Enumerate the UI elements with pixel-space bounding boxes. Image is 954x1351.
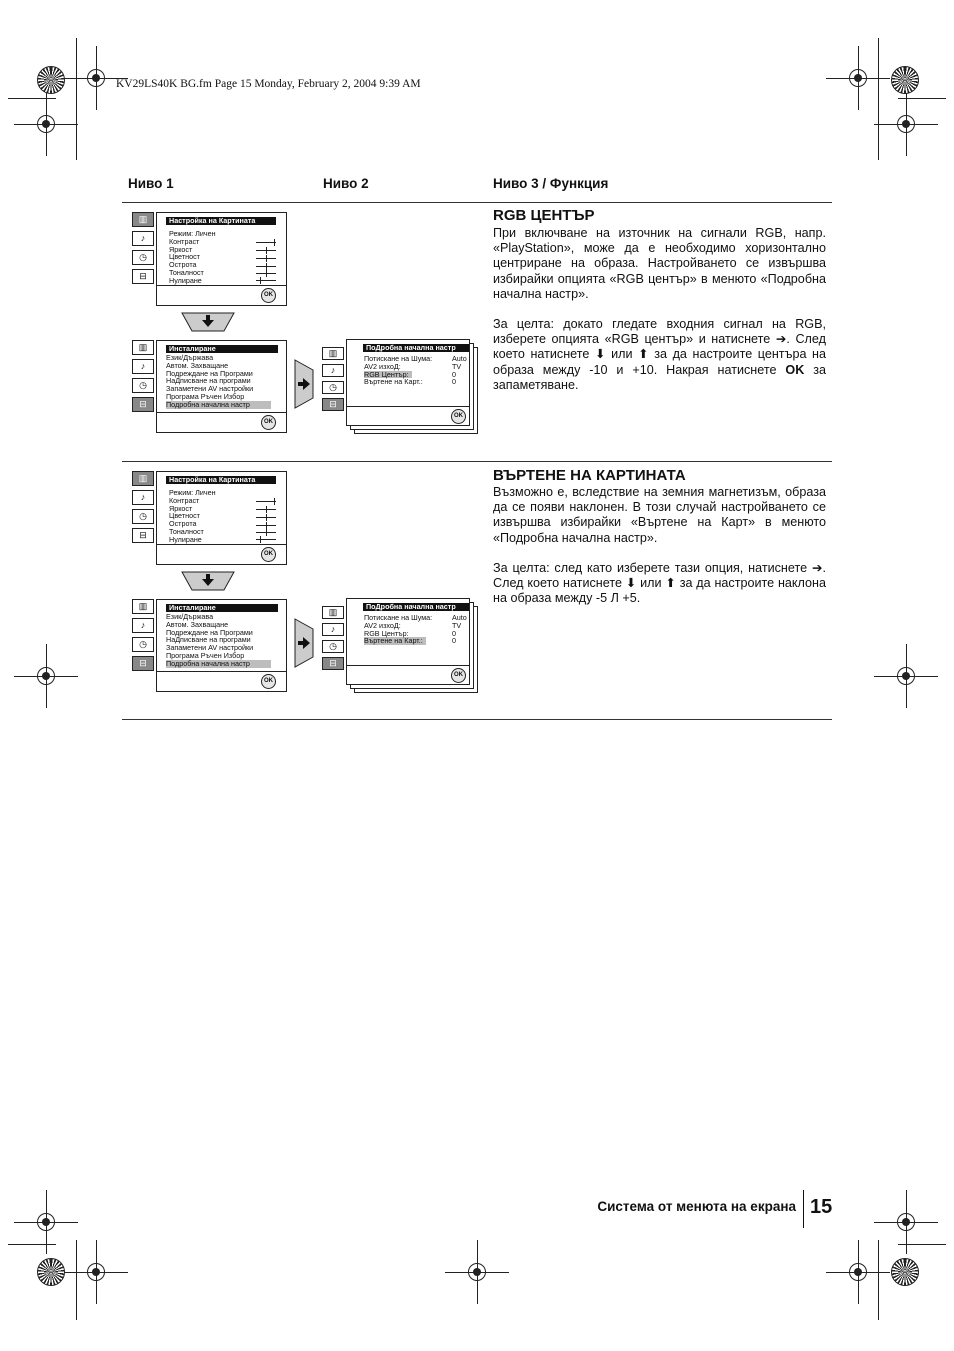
menu-item-selected: Подробна начална настр [166,401,271,409]
footer-divider [803,1190,804,1228]
menu-item: Тоналност [169,267,204,277]
menu-tabs [132,340,154,416]
menu-value: TV [452,361,462,371]
menu-item: Автом. Захващане [166,619,229,629]
clock-icon: ◷ [132,637,154,652]
menu-value: 0 [452,636,456,646]
menu-item: Програма Ръчен Избор [166,391,245,401]
menu-item-selected: Подробна начална настр [166,660,271,668]
menu-value: 0 [452,377,456,387]
menu-item: Нулиране [169,275,202,285]
setup-icon: ⊟ [132,397,154,412]
picture-icon: ▥ [132,212,154,227]
menu-items [166,613,271,668]
menu-item-selected: RGB Център: [364,371,412,379]
hue-slider [256,532,276,533]
menu-item: Острота [169,519,197,529]
menu-tabs [322,606,344,674]
section-divider [122,202,832,203]
setup-icon: ⊟ [322,398,344,411]
menu-item: Цветност [169,252,200,262]
picture-menu [156,471,287,565]
trim-line [878,1240,879,1320]
ok-button[interactable]: OK [261,288,276,303]
menu-item: Запаметени AV настройки [166,384,254,394]
right-arrow-icon: ➔ [811,561,823,575]
sharpness-slider [256,525,276,526]
picture-icon: ▥ [132,340,154,355]
right-arrow-icon: ➔ [775,332,787,347]
menu-items [166,354,271,409]
contrast-slider [256,242,276,243]
menu-items [169,230,216,285]
menu-tabs [322,347,344,415]
column-header-level2: Ниво 2 [323,176,369,191]
note-icon: ♪ [132,618,154,633]
down-arrow-icon: ⬇ [625,576,637,591]
brightness-slider [256,509,276,510]
menu-title: Настройка на Картината [166,217,276,225]
menu-item: Контраст [169,236,200,246]
ok-button[interactable]: OK [451,668,466,683]
paragraph: Възможно е, вследствие на земния магнетизъм, образа да се появи наклонен. В този случай настройването се извършва избирайки «Въртене на Карт» в менюто «Подробна начална настр». [493,485,826,545]
menu-values [452,355,467,386]
menu-item: НаДписване на програми [166,376,251,386]
menu-title: Инсталиране [166,345,278,353]
trim-line [898,98,946,99]
menu-item: Потискане на Шума: [364,613,433,622]
reset-indicator [256,280,276,281]
sharpness-slider [256,266,276,267]
menu-value: Auto [452,354,467,363]
ok-button[interactable]: OK [261,415,276,430]
note-icon: ♪ [132,359,154,374]
color-slider [256,517,276,518]
picture-icon: ▥ [132,599,154,614]
menu-item: Цветност [169,511,200,521]
down-arrow-icon [180,311,236,333]
picture-icon: ▥ [322,606,344,619]
menu-value: TV [452,620,462,630]
page-number: 15 [810,1196,833,1218]
note-icon: ♪ [322,623,344,636]
menu-title: ПоДробна начална настр [363,344,469,352]
setup-icon: ⊟ [132,269,154,284]
menu-item: Нулиране [169,534,202,544]
color-slider [256,258,276,259]
down-arrow-icon [180,570,236,592]
right-arrow-icon [293,617,315,669]
trim-line [8,98,56,99]
install-menu [156,340,287,433]
trim-line [8,1244,56,1245]
up-arrow-icon: ⬆ [665,576,676,591]
ok-button[interactable]: OK [261,674,276,689]
picture-menu [156,212,287,306]
setup-icon: ⊟ [322,657,344,670]
color-bar-mark [37,1258,65,1286]
menu-item: Запаметени AV настройки [166,643,254,653]
section-title: RGB ЦЕНТЪР [493,207,595,224]
menu-values [452,614,467,645]
ok-button[interactable]: OK [261,547,276,562]
file-header: KV29LS40K BG.fm Page 15 Monday, February 2, 2004 9:39 AM [116,78,421,90]
menu-item: Език/Държава [166,353,214,362]
menu-item: Тоналност [169,526,204,536]
menu-value: 0 [452,628,456,638]
section-divider [122,461,832,462]
clock-icon: ◷ [132,509,154,524]
menu-tabs [132,599,154,675]
trim-line [76,1240,77,1320]
menu-labels [364,614,434,645]
detail-menu [346,339,470,426]
menu-item: Контраст [169,495,200,505]
menu-item: Яркост [169,244,193,254]
clock-icon: ◷ [132,250,154,265]
menu-items [169,489,216,544]
reset-indicator [256,539,276,540]
menu-item: Режим: Личен [169,488,216,497]
color-bar-mark [891,1258,919,1286]
color-bar-mark [891,66,919,94]
note-icon: ♪ [132,231,154,246]
menu-value: 0 [452,369,456,379]
menu-labels [364,355,434,386]
paragraph: За целта: докато гледате входния сигнал на RGB, изберете опцията «RGB център» и натиснете ➔. След което натиснете ⬇ или ⬆ за да настроите центъра на образа между -10 и +10. Накрая натиснете OK за запаметяване. [493,317,826,392]
hue-slider [256,273,276,274]
section-divider [122,719,832,720]
clock-icon: ◷ [322,640,344,653]
menu-item: Подреждане на Програми [166,627,253,637]
menu-item: Яркост [169,503,193,513]
menu-title: ПоДробна начална настр [363,603,469,611]
menu-item: Подреждане на Програми [166,368,253,378]
paragraph: При включване на източник на сигнали RGB, напр. «PlayStation», може да е необходимо хоризонтално центриране на образа. Настройването се извършва избирайки опцията «RGB център» в менюто «Подробна начална настр». [493,226,826,301]
up-arrow-icon: ⬆ [638,347,649,362]
trim-line [878,38,879,160]
menu-item: Потискане на Шума: [364,354,433,363]
note-icon: ♪ [132,490,154,505]
menu-item: Програма Ръчен Избор [166,650,245,660]
menu-item: AV2 изхоД: [364,620,401,630]
menu-title: Настройка на Картината [166,476,276,484]
clock-icon: ◷ [132,378,154,393]
menu-title: Инсталиране [166,604,278,612]
install-menu [156,599,287,692]
menu-tabs [132,471,154,547]
detail-menu [346,598,470,685]
picture-icon: ▥ [132,471,154,486]
menu-item-selected: Въртене на Карт.: [364,637,426,645]
contrast-slider [256,501,276,502]
color-bar-mark [37,66,65,94]
right-arrow-icon [293,358,315,410]
footer-section-name: Система от менюта на екрана [597,1199,796,1214]
menu-item: НаДписване на програми [166,635,251,645]
ok-button[interactable]: OK [451,409,466,424]
menu-item: Режим: Личен [169,229,216,238]
setup-icon: ⊟ [132,656,154,671]
clock-icon: ◷ [322,381,344,394]
menu-item: Език/Държава [166,612,214,621]
note-icon: ♪ [322,364,344,377]
down-arrow-icon: ⬇ [594,347,606,362]
column-header-level1: Ниво 1 [128,176,174,191]
menu-tabs [132,212,154,288]
menu-value: Auto [452,613,467,622]
menu-item: RGB Център: [364,628,409,638]
setup-icon: ⊟ [132,528,154,543]
trim-line [898,1244,946,1245]
picture-icon: ▥ [322,347,344,360]
menu-item: AV2 изхоД: [364,361,401,371]
trim-line [76,38,77,160]
menu-item: Острота [169,260,197,270]
column-header-level3: Ниво 3 / Функция [493,176,609,191]
brightness-slider [256,250,276,251]
menu-item: Въртене на Карт.: [364,377,423,387]
section-title: ВЪРТЕНЕ НА КАРТИНАТА [493,467,686,484]
paragraph: За целта: след като изберете тази опция, натиснете ➔. След което натиснете ⬇ или ⬆ за да настроите наклона на образа между -5 Л +5. [493,561,827,606]
menu-item: Автом. Захващане [166,360,229,370]
